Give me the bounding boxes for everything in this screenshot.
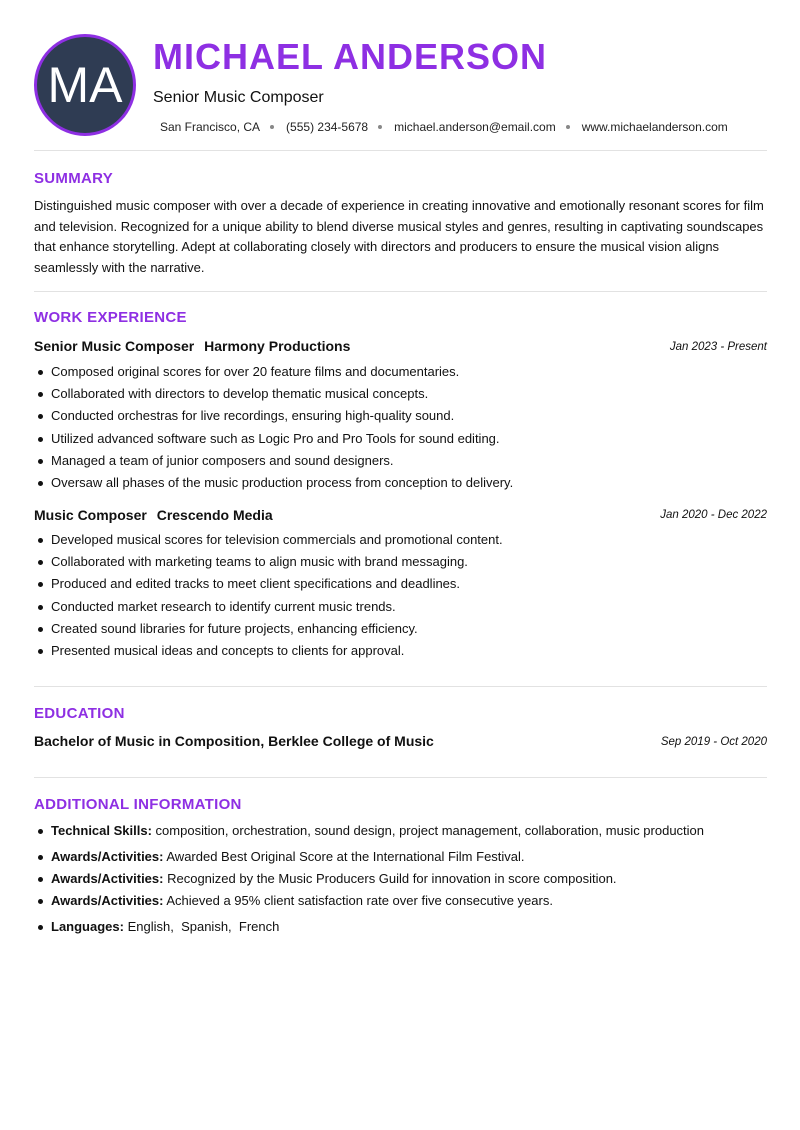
list-item: Presented musical ideas and concepts to clients for approval. xyxy=(34,640,769,662)
info-text: Recognized by the Music Producers Guild for innovation in score composition. xyxy=(167,871,617,886)
contact-location: San Francisco, CA xyxy=(160,120,261,134)
info-text: composition, orchestration, sound design, project management, collaboration, music production xyxy=(155,823,705,838)
info-text: English, Spanish, French xyxy=(127,919,280,934)
separator-dot xyxy=(378,125,382,129)
list-item: Collaborated with marketing teams to align music with brand messaging. xyxy=(34,551,769,573)
separator-dot xyxy=(566,125,570,129)
info-label: Awards/Activities: xyxy=(51,893,164,908)
job-dates: Jan 2020 - Dec 2022 xyxy=(660,509,767,521)
list-item: Composed original scores for over 20 feature films and documentaries. xyxy=(34,361,769,383)
resume-header xyxy=(0,0,800,150)
list-item xyxy=(34,868,769,890)
info-text: Achieved a 95% client satisfaction rate over five consecutive years. xyxy=(166,893,553,908)
info-label: Awards/Activities: xyxy=(51,849,164,864)
list-item: Managed a team of junior composers and sound designers. xyxy=(34,450,769,472)
info-text: Awarded Best Original Score at the International Film Festival. xyxy=(166,849,525,864)
job-company: Harmony Productions xyxy=(204,338,351,354)
divider xyxy=(34,291,767,292)
divider xyxy=(34,686,767,687)
info-label: Technical Skills: xyxy=(51,823,152,838)
list-item: Produced and edited tracks to meet client specifications and deadlines. xyxy=(34,573,769,595)
contact-email: michael.anderson@email.com xyxy=(394,120,556,134)
job-company: Crescendo Media xyxy=(156,507,273,523)
contact-phone: (555) 234-5678 xyxy=(286,120,369,134)
list-item: Created sound libraries for future projects, enhancing efficiency. xyxy=(34,618,769,640)
job-title xyxy=(34,338,350,354)
info-label: Awards/Activities: xyxy=(51,871,164,886)
info-label: Languages: xyxy=(51,919,124,934)
summary-text: Distinguished music composer with over a decade of experience in creating innovative and emotionally resonant scores for film and television. Recognized for a unique ability to blend diverse musical styles and genres, resulting in captivating soundscapes that enhance storytelling. Adept at collaborating closely with directors and producers to ensure the musical vision aligns seamlessly with the narrative. xyxy=(34,198,764,275)
job-dates: Jan 2023 - Present xyxy=(669,341,767,353)
list-item: Utilized advanced software such as Logic Pro and Pro Tools for sound editing. xyxy=(34,428,769,450)
education-heading: EDUCATION xyxy=(34,705,125,722)
list-item xyxy=(34,916,769,938)
candidate-name: MICHAEL ANDERSON xyxy=(153,36,548,77)
list-item xyxy=(34,846,769,868)
contact-website: www.michaelanderson.com xyxy=(581,120,728,134)
additional-list xyxy=(34,820,769,938)
experience-heading: WORK EXPERIENCE xyxy=(34,309,187,326)
education-dates: Sep 2019 - Oct 2020 xyxy=(660,736,767,748)
list-item xyxy=(34,820,769,842)
list-item: Conducted orchestras for live recordings, ensuring high-quality sound. xyxy=(34,405,769,427)
divider xyxy=(34,150,767,151)
additional-heading: ADDITIONAL INFORMATION xyxy=(34,796,242,813)
avatar xyxy=(34,34,136,136)
summary-heading: SUMMARY xyxy=(34,170,114,187)
list-item: Oversaw all phases of the music production process from conception to delivery. xyxy=(34,472,769,494)
candidate-role: Senior Music Composer xyxy=(153,89,324,106)
separator-dot xyxy=(270,125,274,129)
divider xyxy=(34,777,767,778)
job-position: Music Composer xyxy=(34,507,147,523)
contact-info xyxy=(160,120,728,134)
education-degree: Bachelor of Music in Composition, Berklee College of Music xyxy=(34,733,434,749)
job-bullets xyxy=(34,529,769,662)
job-position: Senior Music Composer xyxy=(34,338,195,354)
avatar-initials: MA xyxy=(47,57,123,113)
job-title xyxy=(34,507,273,523)
list-item: Conducted market research to identify current music trends. xyxy=(34,596,769,618)
list-item xyxy=(34,890,769,912)
list-item: Developed musical scores for television commercials and promotional content. xyxy=(34,529,769,551)
job-bullets xyxy=(34,361,769,494)
list-item: Collaborated with directors to develop thematic musical concepts. xyxy=(34,383,769,405)
